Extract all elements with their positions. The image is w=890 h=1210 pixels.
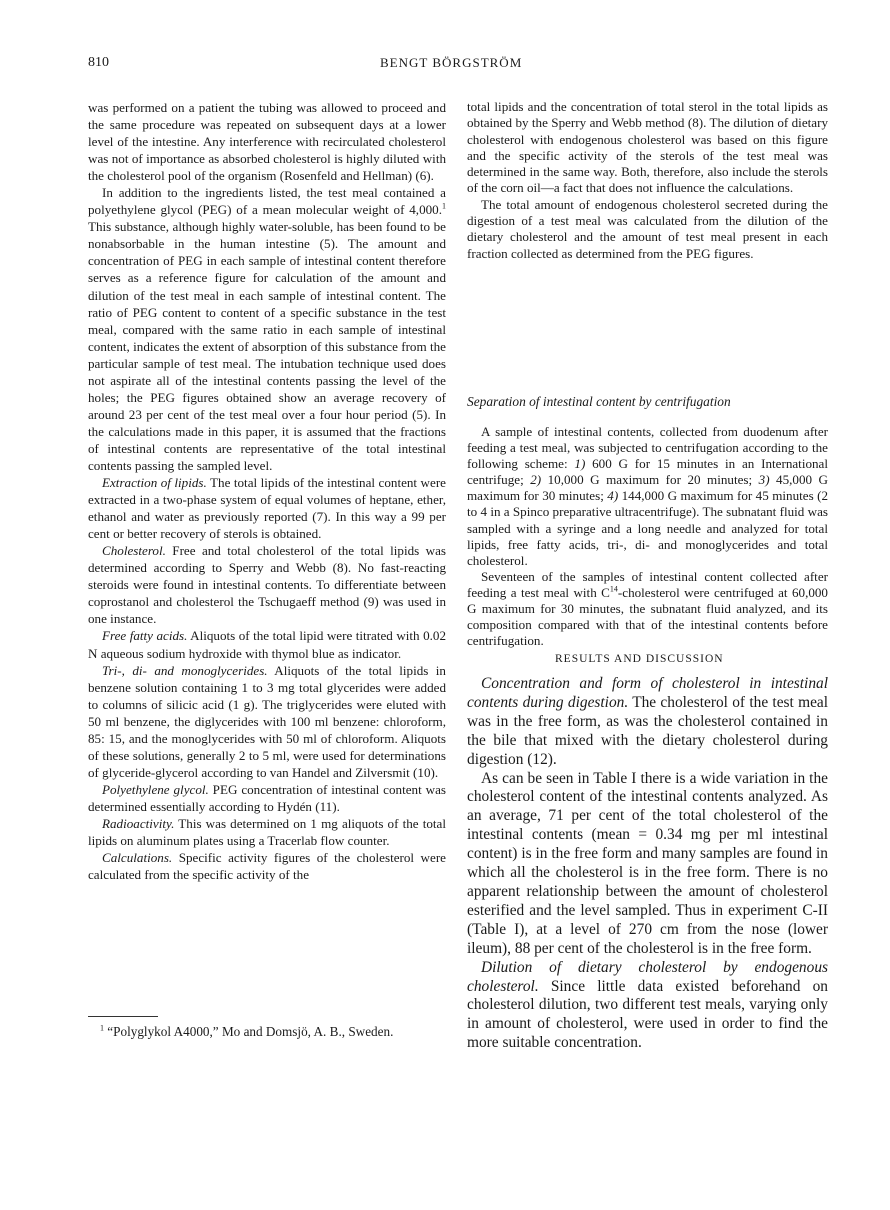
paragraph-text: Aliquots of the total lipids in benzene solution containing 1 to 3 mg total glycerides were added to columns of silicic acid (1 g). The triglycerides were eluted with 50 ml benzene, the diglycerides with 100 ml benzene: chloroform, 85: 15, and the monoglycerides with 50 ml of chloroform. Aliquots of these solutions, generally 2 to 5 ml, were used for determinations of glyceride-glycerol according to van Handel and Zilversmit (10). [88, 662, 446, 780]
list-number: 1) [574, 456, 586, 472]
paragraph [88, 849, 446, 883]
footnote [100, 1024, 446, 1040]
paragraph-text: Aliquots of the total lipid were titrated with 0.02 N aqueous sodium hydroxide with thymol blue as indicator. [88, 628, 446, 661]
paragraph-text: 600 G for 15 minutes in an International centrifuge; [467, 456, 828, 488]
paragraph [88, 627, 446, 661]
footnote-text: “Polyglykol A4000,” Mo and Domsjö, A. B., Sweden. [104, 1024, 394, 1039]
paragraph-text: As can be seen in Table I there is a wide variation in the cholesterol content of the intestinal contents analyzed. As an average, 71 per cent of the total cholesterol of the intestinal contents (mean = 0.34 mg per ml intestinal content) is in the free form and many samples are found in which all the cholesterol is in the free form. There is no apparent relationship between the amount of cholesterol esterified and the level sampled. Thus in experiment C-II (Table I), at a level of 270 cm from the nose (lower ileum), 88 per cent of the cholesterol is in the free form. [467, 769, 828, 957]
footnote-mark: 1 [100, 1023, 104, 1033]
right-column-bottom [467, 675, 828, 1053]
run-in-heading: Free fatty acids. [102, 628, 188, 644]
paragraph-text: total lipids and the concentration of total sterol in the total lipids as obtained by the Sperry and Webb method (8). The dilution of dietary cholesterol with endogenous cholesterol was based on this figure and the specific activity of the sterols of the test meal was determined in the same way. Both, therefore, also include the sterols of the corn oil—a fact that does not influence the calculations. [467, 99, 828, 196]
run-in-heading: Calculations. [102, 850, 173, 866]
paragraph-text: 45,000 G maximum for 30 minutes; [467, 472, 829, 504]
paragraph-text: The cholesterol of the test meal was in the free form, as was the cholesterol contained in the bile that mixed with the dietary cholesterol during digestion (12). [467, 693, 829, 768]
paragraph-text: The total lipids of the intestinal content were extracted in a two-phase system of equal volumes of heptane, ether, ethanol and water as previously reported (7). In this way a 99 per cent or better recovery of sterols is obtained. [88, 475, 446, 542]
paragraph [467, 770, 828, 959]
paragraph [88, 781, 446, 815]
paragraph-text: was performed on a patient the tubing was allowed to proceed and the same procedure was repeated on subsequent days at a lower level of the intestine. Any interference with recirculated cholesterol was not of importance as absorbed cholesterol is highly diluted with the cholesterol pool of the organism (Rosenfeld and Hellman) (6). [88, 100, 446, 184]
paragraph [467, 569, 828, 649]
paragraph-text: A sample of intestinal contents, collected from duodenum after feeding a test meal, was subjected to centrifugation according to the following scheme: [467, 424, 828, 472]
paragraph-text: This substance, although highly water-soluble, has been found to be nonabsorbable in the human intestine (5). The amount and concentration of PEG in each sample of intestinal content therefore serves as a reference figure for calculation of the amount and dilution of the test meal in each sample of intestinal content. The ratio of PEG content to content of a specific substance in the test meal, compared with the same ratio in each sample of intestinal content, indicates the extent of absorption of this substance from the particular sample of test meal. The intubation technique used does not aspirate all of the intestinal contents passing the level of the holes; the PEG figures obtained show an average recovery of around 23 per cent of the test meal over a four hour period (5). In the calculations made in this paper, it is assumed that the fractions of intestinal contents are representative of the total intestinal contents passing the sampled level. [88, 219, 446, 473]
paragraph-text: PEG concentration of intestinal content was determined essentially according to Hydén (11). [88, 781, 446, 814]
paragraph-text: -cholesterol were centrifuged at 60,000 G maximum for 30 minutes, the subnatant fluid analyzed, and its composition compared with that of the intestinal contents before centrifugation. [467, 584, 828, 649]
run-in-heading: Tri-, di- and monoglycerides. [102, 662, 268, 678]
paragraph-text: Free and total cholesterol of the total lipids was determined according to Sperry and Webb (8). No fast-reacting steroids were found in intestinal contents. To differentiate between coprostanol and cholesterol the Tschugaeff method (9) was used in one instance. [88, 543, 446, 627]
left-column [88, 99, 446, 883]
paragraph [467, 197, 828, 262]
paragraph [88, 542, 446, 627]
paragraph [88, 184, 446, 474]
paragraph [88, 99, 446, 184]
right-column-top [467, 99, 828, 262]
paragraph [88, 474, 446, 542]
paragraph [88, 815, 446, 849]
paragraph [467, 675, 828, 770]
paragraph-text: 144,000 G maximum for 45 minutes (2 to 4 in a Spinco preparative ultracentrifuge). The subnatant fluid was sampled with a syringe and a long needle and analyzed for total lipids, free fatty acids, tri-, di- and monoglycerides and total cholesterol. [467, 488, 828, 568]
run-in-heading: Cholesterol. [102, 543, 166, 559]
run-in-heading: Concentration and form of cholesterol in intestinal contents during digestion. [467, 675, 828, 711]
paragraph [467, 959, 828, 1054]
paragraph-text: Specific activity figures of the cholesterol were calculated from the specific activity of the [88, 850, 446, 883]
paragraph-text: Seventeen of the samples of intestinal content collected after feeding a test meal with C [467, 568, 828, 600]
paragraph-text: In addition to the ingredients listed, the test meal contained a polyethylene glycol (PEG) of a mean molecular weight of 4,000. [88, 185, 446, 218]
paragraph [467, 424, 828, 569]
footnote-divider [88, 1016, 158, 1017]
paragraph-text: This was determined on 1 mg aliquots of the total lipids on aluminum plates using a Tracerlab flow counter. [88, 815, 446, 849]
paragraph-text: The total amount of endogenous cholesterol secreted during the digestion of a test meal was calculated from the dilution of the dietary cholesterol and the amount of test meal present in each fraction collected as determined from the PEG figures. [467, 196, 828, 261]
right-column-middle [467, 424, 828, 649]
list-number: 2) [530, 472, 542, 488]
run-in-heading: Extraction of lipids. [102, 475, 207, 491]
footnote-ref: 1 [442, 201, 446, 211]
paragraph-text: 10,000 G maximum for 20 minutes; [541, 472, 759, 488]
paragraph [88, 662, 446, 781]
page-number: 810 [88, 55, 109, 70]
run-in-heading: Dilution of dietary cholesterol by endogenous cholesterol. [467, 958, 828, 995]
results-heading: RESULTS AND DISCUSSION [555, 653, 724, 665]
run-in-heading: Polyethylene glycol. [102, 781, 209, 797]
list-number: 4) [607, 488, 619, 504]
isotope-superscript: 14 [609, 584, 618, 594]
section-heading: Separation of intestinal content by centrifugation [467, 394, 731, 409]
paragraph [467, 99, 828, 197]
paragraph-text: Since little data existed beforehand on cholesterol dilution, two different test meals, varying only in amount of cholesterol, were used in order to find the more suitable concentration. [467, 977, 828, 1052]
run-in-heading: Radioactivity. [102, 815, 175, 831]
list-number: 3) [758, 472, 770, 488]
running-head: BENGT BÖRGSTRÖM [380, 55, 523, 70]
